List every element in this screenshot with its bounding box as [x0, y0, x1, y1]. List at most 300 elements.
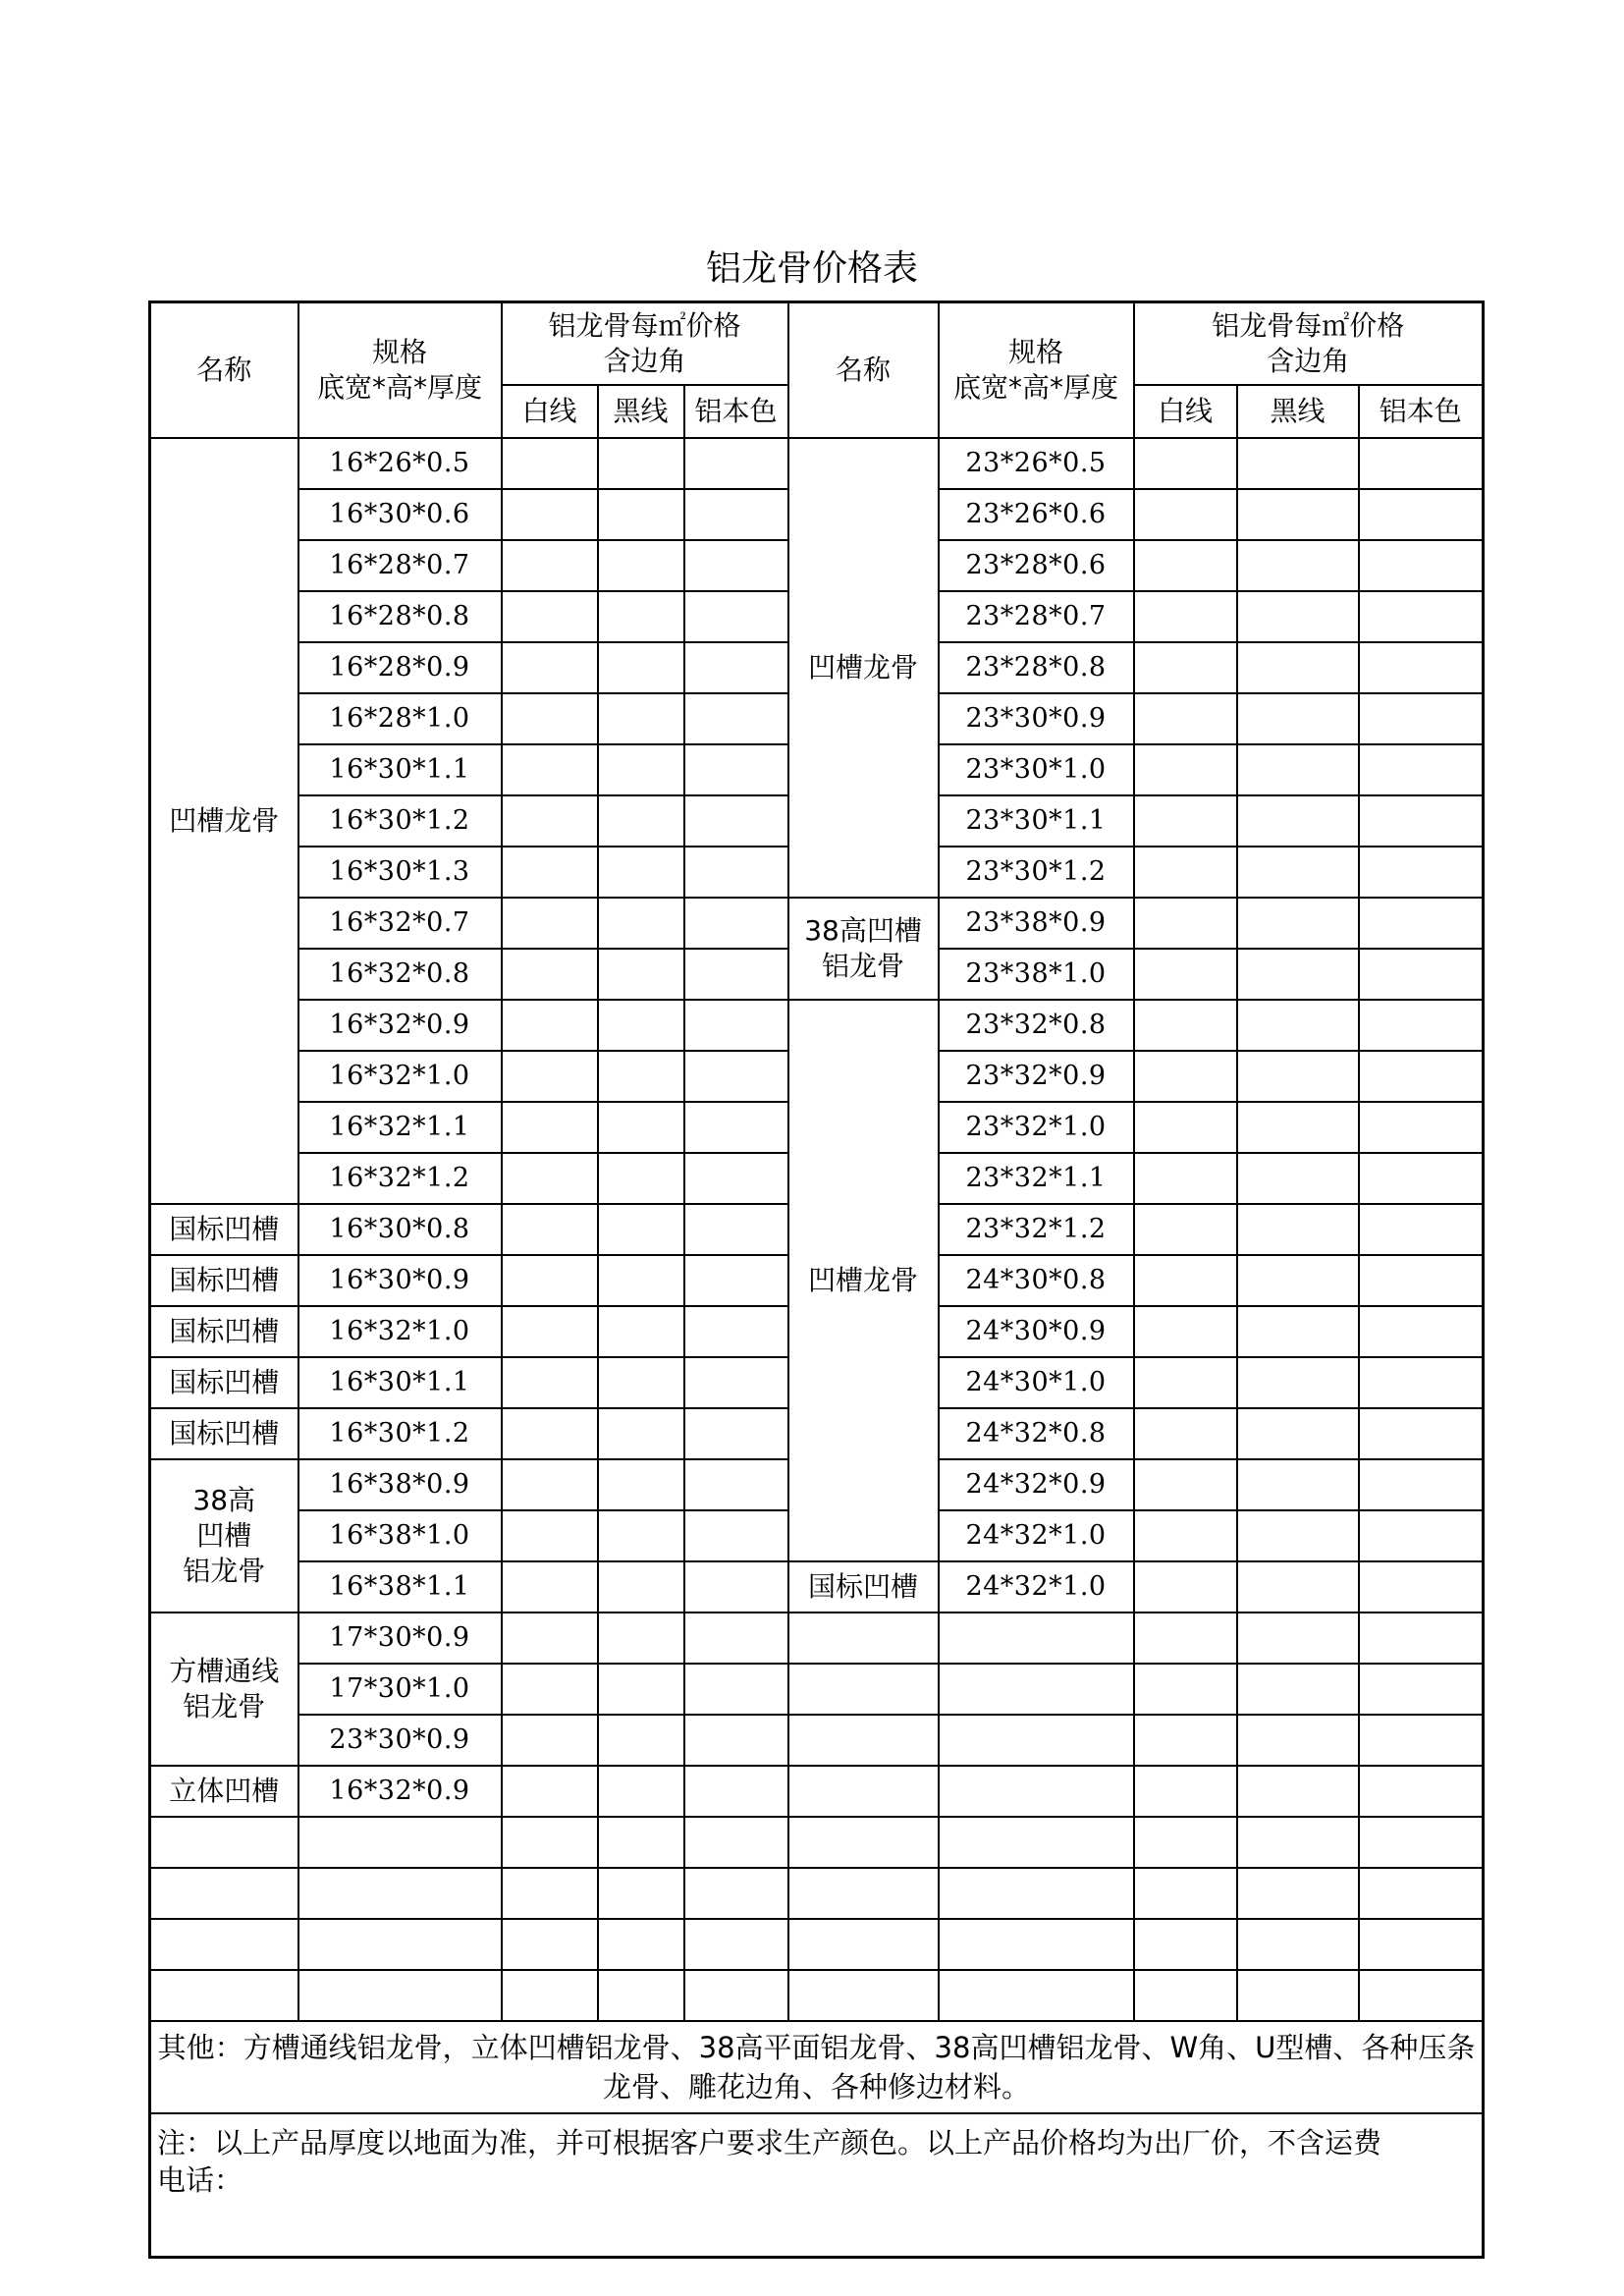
price-cell-black-right	[1237, 1153, 1359, 1204]
header-price-line1: 铝龙骨每㎡价格	[548, 309, 741, 342]
price-cell-black-right	[1237, 1102, 1359, 1153]
header-spec-line2: 底宽*高*厚度	[316, 371, 482, 404]
price-cell-black-left	[598, 1102, 684, 1153]
header-spec-right-line1: 规格	[1008, 336, 1064, 368]
empty-cell-right	[788, 1715, 939, 1766]
price-cell-white-left	[502, 1766, 598, 1817]
empty-cell-right	[1237, 1766, 1359, 1817]
price-cell-aluminum-right	[1359, 1357, 1484, 1408]
price-cell-white-left	[502, 1510, 598, 1561]
empty-cell-left	[684, 1970, 788, 2021]
header-spec-line1: 规格	[371, 336, 427, 368]
table-body	[150, 438, 1484, 2021]
empty-cell-right	[1237, 1919, 1359, 1970]
price-cell-black-left	[598, 847, 684, 898]
empty-cell-left	[684, 1868, 788, 1919]
empty-cell-right	[1134, 1970, 1237, 2021]
price-cell-white-right	[1134, 1051, 1237, 1102]
empty-cell-right	[1359, 1715, 1484, 1766]
spec-cell-left: 16*26*0.5	[298, 438, 502, 489]
empty-cell-right	[788, 1919, 939, 1970]
price-cell-aluminum-right	[1359, 744, 1484, 795]
price-cell-aluminum-left	[684, 1459, 788, 1510]
price-cell-aluminum-left	[684, 1408, 788, 1459]
other-text: 其他：方槽通线铝龙骨，立体凹槽铝龙骨、38高平面铝龙骨、38高凹槽铝龙骨、W角、U型槽、各种压条龙骨、雕花边角、各种修边材料。	[150, 2021, 1484, 2113]
price-cell-aluminum-right	[1359, 1000, 1484, 1051]
price-cell-aluminum-left	[684, 489, 788, 540]
spec-cell-left: 16*32*1.0	[298, 1306, 502, 1357]
other-row	[150, 2021, 1484, 2113]
price-cell-aluminum-left	[684, 898, 788, 949]
price-cell-aluminum-left	[684, 1766, 788, 1817]
price-cell-white-right	[1134, 744, 1237, 795]
spec-cell-left: 16*32*0.8	[298, 949, 502, 1000]
price-cell-black-left	[598, 1510, 684, 1561]
spec-cell-right: 24*32*0.8	[939, 1408, 1134, 1459]
spec-cell-right: 23*26*0.5	[939, 438, 1134, 489]
spec-cell-left: 16*30*0.8	[298, 1204, 502, 1255]
price-cell-black-right	[1237, 1459, 1359, 1510]
empty-cell-left	[298, 1817, 502, 1868]
spec-cell-right: 24*32*1.0	[939, 1510, 1134, 1561]
price-cell-black-left	[598, 1153, 684, 1204]
product-name-line: 38高	[192, 1484, 256, 1516]
price-cell-black-left	[598, 949, 684, 1000]
spec-cell-right: 24*30*0.9	[939, 1306, 1134, 1357]
spec-cell-right: 23*28*0.6	[939, 540, 1134, 591]
price-cell-black-right	[1237, 1204, 1359, 1255]
price-cell-white-right	[1134, 1561, 1237, 1613]
note-cell	[150, 2113, 1484, 2258]
empty-cell-right	[1237, 1715, 1359, 1766]
header-price	[502, 302, 788, 386]
price-cell-white-left	[502, 847, 598, 898]
price-cell-white-left	[502, 1459, 598, 1510]
empty-cell-right	[1134, 1868, 1237, 1919]
price-cell-aluminum-right	[1359, 591, 1484, 642]
empty-cell-right	[939, 1817, 1134, 1868]
price-cell-white-right	[1134, 898, 1237, 949]
header-color-black: 黑线	[598, 385, 684, 438]
empty-cell-right	[788, 1817, 939, 1868]
header-name: 名称	[150, 302, 298, 439]
empty-cell-right	[939, 1613, 1134, 1664]
empty-cell-right	[1359, 1868, 1484, 1919]
price-cell-black-right	[1237, 693, 1359, 744]
price-cell-white-right	[1134, 1153, 1237, 1204]
empty-cell-right	[1359, 1613, 1484, 1664]
price-cell-white-right	[1134, 1510, 1237, 1561]
empty-cell-right	[1237, 1664, 1359, 1715]
spec-cell-left: 16*28*0.9	[298, 642, 502, 693]
header-price-right-line2: 含边角	[1267, 345, 1350, 377]
empty-cell-left	[684, 1817, 788, 1868]
spec-cell-right: 24*32*0.9	[939, 1459, 1134, 1510]
product-name-left: 国标凹槽	[150, 1408, 298, 1459]
empty-cell-right	[939, 1766, 1134, 1817]
table-row	[150, 1919, 1484, 1970]
empty-cell-left	[298, 1868, 502, 1919]
price-cell-black-left	[598, 1664, 684, 1715]
spec-cell-right: 23*30*1.1	[939, 795, 1134, 847]
price-cell-white-right	[1134, 642, 1237, 693]
price-cell-white-left	[502, 1051, 598, 1102]
empty-cell-left	[150, 1817, 298, 1868]
empty-cell-right	[939, 1715, 1134, 1766]
price-cell-aluminum-left	[684, 540, 788, 591]
spec-cell-right: 24*30*0.8	[939, 1255, 1134, 1306]
spec-cell-left: 16*38*1.0	[298, 1510, 502, 1561]
price-cell-black-left	[598, 489, 684, 540]
price-cell-aluminum-left	[684, 949, 788, 1000]
price-cell-black-left	[598, 1357, 684, 1408]
price-cell-white-left	[502, 1357, 598, 1408]
spec-cell-right: 23*32*0.9	[939, 1051, 1134, 1102]
spec-cell-right: 23*32*1.0	[939, 1102, 1134, 1153]
product-name-line: 方槽通线	[169, 1655, 280, 1687]
spec-cell-left: 23*30*0.9	[298, 1715, 502, 1766]
price-cell-black-left	[598, 642, 684, 693]
note-text: 注：以上产品厚度以地面为准，并可根据客户要求生产颜色。以上产品价格均为出厂价，不含运费	[157, 2126, 1382, 2159]
price-cell-black-right	[1237, 898, 1359, 949]
empty-cell-left	[598, 1868, 684, 1919]
price-cell-black-left	[598, 1459, 684, 1510]
price-cell-aluminum-right	[1359, 1561, 1484, 1613]
spec-cell-right: 23*32*1.1	[939, 1153, 1134, 1204]
price-cell-white-left	[502, 1204, 598, 1255]
price-cell-white-right	[1134, 1459, 1237, 1510]
table-row	[150, 1561, 1484, 1613]
price-cell-aluminum-left	[684, 1510, 788, 1561]
price-cell-white-right	[1134, 1357, 1237, 1408]
product-name-left: 国标凹槽	[150, 1255, 298, 1306]
empty-cell-left	[150, 1868, 298, 1919]
price-cell-black-right	[1237, 1510, 1359, 1561]
product-name-left: 国标凹槽	[150, 1204, 298, 1255]
price-cell-black-right	[1237, 642, 1359, 693]
empty-cell-right	[1134, 1613, 1237, 1664]
spec-cell-right: 24*30*1.0	[939, 1357, 1134, 1408]
spec-cell-left: 16*32*1.0	[298, 1051, 502, 1102]
header-spec-right-line2: 底宽*高*厚度	[953, 371, 1119, 404]
header-name-right: 名称	[788, 302, 939, 439]
price-table	[148, 301, 1485, 2259]
price-cell-aluminum-right	[1359, 540, 1484, 591]
price-cell-black-right	[1237, 1000, 1359, 1051]
product-name-right: 凹槽龙骨	[788, 1000, 939, 1561]
header-price-right	[1134, 302, 1484, 386]
product-name-left: 国标凹槽	[150, 1306, 298, 1357]
spec-cell-right: 23*38*1.0	[939, 949, 1134, 1000]
price-cell-white-left	[502, 1306, 598, 1357]
price-cell-black-left	[598, 744, 684, 795]
price-cell-white-left	[502, 949, 598, 1000]
empty-cell-right	[1134, 1919, 1237, 1970]
product-name-line: 铝龙骨	[822, 950, 905, 982]
price-cell-black-left	[598, 1000, 684, 1051]
empty-cell-left	[502, 1817, 598, 1868]
price-cell-white-right	[1134, 1408, 1237, 1459]
price-cell-white-right	[1134, 438, 1237, 489]
price-cell-aluminum-left	[684, 1000, 788, 1051]
product-name-left: 凹槽龙骨	[150, 438, 298, 1204]
empty-cell-right	[939, 1664, 1134, 1715]
price-cell-black-left	[598, 693, 684, 744]
empty-cell-left	[298, 1970, 502, 2021]
table-row	[150, 438, 1484, 489]
phone-label: 电话：	[157, 2163, 244, 2197]
price-cell-aluminum-left	[684, 795, 788, 847]
price-cell-aluminum-right	[1359, 1153, 1484, 1204]
page-title: 铝龙骨价格表	[705, 248, 918, 289]
product-name-right: 凹槽龙骨	[788, 438, 939, 898]
spec-cell-right: 23*30*1.0	[939, 744, 1134, 795]
spec-cell-left: 16*28*1.0	[298, 693, 502, 744]
price-cell-aluminum-left	[684, 1102, 788, 1153]
product-name-left: 立体凹槽	[150, 1766, 298, 1817]
empty-cell-right	[1237, 1613, 1359, 1664]
price-cell-black-left	[598, 1613, 684, 1664]
empty-cell-right	[1134, 1766, 1237, 1817]
empty-cell-right	[788, 1613, 939, 1664]
price-cell-white-right	[1134, 540, 1237, 591]
price-cell-aluminum-left	[684, 1051, 788, 1102]
spec-cell-left: 16*32*0.7	[298, 898, 502, 949]
price-cell-aluminum-left	[684, 1153, 788, 1204]
empty-cell-right	[939, 1970, 1134, 2021]
price-cell-white-right	[1134, 795, 1237, 847]
empty-cell-right	[788, 1664, 939, 1715]
price-cell-white-left	[502, 1255, 598, 1306]
spec-cell-right: 23*32*0.8	[939, 1000, 1134, 1051]
price-cell-white-right	[1134, 693, 1237, 744]
spec-cell-left: 16*30*1.1	[298, 744, 502, 795]
empty-cell-right	[1359, 1817, 1484, 1868]
empty-cell-right	[788, 1766, 939, 1817]
table-row	[150, 1613, 1484, 1664]
empty-cell-right	[788, 1868, 939, 1919]
price-cell-white-left	[502, 1664, 598, 1715]
header-color-white: 白线	[502, 385, 598, 438]
price-cell-aluminum-left	[684, 1613, 788, 1664]
product-name-line: 铝龙骨	[183, 1555, 266, 1587]
price-cell-white-left	[502, 795, 598, 847]
header-price-line2: 含边角	[603, 345, 686, 377]
price-cell-black-left	[598, 540, 684, 591]
product-name-right	[788, 898, 939, 1000]
price-cell-black-left	[598, 591, 684, 642]
price-cell-black-left	[598, 1766, 684, 1817]
spec-cell-left: 16*30*1.3	[298, 847, 502, 898]
price-cell-black-left	[598, 1715, 684, 1766]
price-cell-black-right	[1237, 1306, 1359, 1357]
price-cell-black-left	[598, 1255, 684, 1306]
table-row	[150, 1715, 1484, 1766]
price-cell-white-right	[1134, 489, 1237, 540]
empty-cell-right	[1359, 1664, 1484, 1715]
spec-cell-right: 23*26*0.6	[939, 489, 1134, 540]
header-color-aluminum: 铝本色	[684, 385, 788, 438]
empty-cell-right	[1237, 1817, 1359, 1868]
spec-cell-left: 16*38*1.1	[298, 1561, 502, 1613]
price-cell-aluminum-right	[1359, 438, 1484, 489]
header-color-black-right: 黑线	[1237, 385, 1359, 438]
price-cell-aluminum-right	[1359, 1408, 1484, 1459]
price-cell-aluminum-right	[1359, 1051, 1484, 1102]
empty-cell-left	[150, 1919, 298, 1970]
header-spec	[298, 302, 502, 439]
price-cell-white-left	[502, 1153, 598, 1204]
price-cell-white-left	[502, 693, 598, 744]
price-cell-white-left	[502, 744, 598, 795]
product-name-left: 国标凹槽	[150, 1357, 298, 1408]
empty-cell-right	[1237, 1970, 1359, 2021]
price-cell-white-right	[1134, 847, 1237, 898]
empty-cell-right	[788, 1970, 939, 2021]
empty-cell-right	[1134, 1817, 1237, 1868]
price-cell-white-left	[502, 898, 598, 949]
price-cell-black-right	[1237, 438, 1359, 489]
price-cell-aluminum-left	[684, 1357, 788, 1408]
header-color-white-right: 白线	[1134, 385, 1237, 438]
price-cell-aluminum-right	[1359, 898, 1484, 949]
price-cell-aluminum-right	[1359, 1306, 1484, 1357]
price-cell-black-right	[1237, 1357, 1359, 1408]
price-cell-white-right	[1134, 1102, 1237, 1153]
price-cell-aluminum-left	[684, 744, 788, 795]
header-row-1	[150, 302, 1484, 386]
price-cell-black-left	[598, 898, 684, 949]
price-cell-aluminum-right	[1359, 1459, 1484, 1510]
price-cell-aluminum-left	[684, 1561, 788, 1613]
price-cell-black-right	[1237, 795, 1359, 847]
spec-cell-right: 23*38*0.9	[939, 898, 1134, 949]
price-cell-black-right	[1237, 1051, 1359, 1102]
price-cell-aluminum-left	[684, 591, 788, 642]
product-name-right: 国标凹槽	[788, 1561, 939, 1613]
spec-cell-left: 17*30*1.0	[298, 1664, 502, 1715]
product-name-left	[150, 1459, 298, 1613]
price-cell-aluminum-left	[684, 1204, 788, 1255]
empty-cell-left	[598, 1817, 684, 1868]
product-name-line: 铝龙骨	[183, 1690, 266, 1722]
spec-cell-left: 16*30*0.9	[298, 1255, 502, 1306]
empty-cell-right	[939, 1919, 1134, 1970]
price-cell-black-right	[1237, 1408, 1359, 1459]
price-cell-black-right	[1237, 1255, 1359, 1306]
spec-cell-right: 23*28*0.8	[939, 642, 1134, 693]
price-cell-black-right	[1237, 744, 1359, 795]
spec-cell-left: 16*38*0.9	[298, 1459, 502, 1510]
table-row	[150, 1766, 1484, 1817]
price-cell-white-left	[502, 1408, 598, 1459]
empty-cell-left	[598, 1970, 684, 2021]
price-cell-aluminum-left	[684, 1255, 788, 1306]
price-cell-black-right	[1237, 591, 1359, 642]
price-cell-aluminum-left	[684, 1715, 788, 1766]
price-cell-black-left	[598, 1306, 684, 1357]
price-cell-aluminum-right	[1359, 1102, 1484, 1153]
note-row	[150, 2113, 1484, 2258]
price-cell-white-left	[502, 1715, 598, 1766]
price-cell-black-left	[598, 1561, 684, 1613]
price-cell-aluminum-left	[684, 438, 788, 489]
spec-cell-left: 16*30*1.2	[298, 1408, 502, 1459]
price-cell-black-right	[1237, 540, 1359, 591]
spec-cell-left: 17*30*0.9	[298, 1613, 502, 1664]
price-cell-white-left	[502, 489, 598, 540]
price-cell-aluminum-right	[1359, 489, 1484, 540]
spec-cell-left: 16*32*0.9	[298, 1000, 502, 1051]
spec-cell-right: 23*28*0.7	[939, 591, 1134, 642]
price-cell-aluminum-right	[1359, 693, 1484, 744]
price-cell-black-left	[598, 438, 684, 489]
table-row	[150, 1817, 1484, 1868]
product-name-line: 凹槽	[196, 1519, 252, 1552]
spec-cell-left: 16*28*0.8	[298, 591, 502, 642]
empty-cell-left	[684, 1919, 788, 1970]
price-cell-aluminum-left	[684, 642, 788, 693]
price-cell-black-right	[1237, 949, 1359, 1000]
price-cell-white-right	[1134, 949, 1237, 1000]
price-cell-white-right	[1134, 1000, 1237, 1051]
spec-cell-left: 16*28*0.7	[298, 540, 502, 591]
price-cell-white-left	[502, 1102, 598, 1153]
empty-cell-left	[502, 1868, 598, 1919]
price-cell-black-left	[598, 1051, 684, 1102]
spec-cell-left: 16*30*1.2	[298, 795, 502, 847]
table-row	[150, 1664, 1484, 1715]
empty-cell-left	[502, 1970, 598, 2021]
spec-cell-right: 24*32*1.0	[939, 1561, 1134, 1613]
price-cell-aluminum-left	[684, 1306, 788, 1357]
price-cell-aluminum-right	[1359, 847, 1484, 898]
price-cell-aluminum-left	[684, 847, 788, 898]
empty-cell-left	[298, 1919, 502, 1970]
spec-cell-right: 23*30*0.9	[939, 693, 1134, 744]
spec-cell-right: 23*30*1.2	[939, 847, 1134, 898]
header-spec-right	[939, 302, 1134, 439]
price-cell-black-right	[1237, 489, 1359, 540]
table-row	[150, 1868, 1484, 1919]
empty-cell-right	[1134, 1715, 1237, 1766]
price-cell-white-right	[1134, 1306, 1237, 1357]
price-cell-aluminum-left	[684, 693, 788, 744]
spec-cell-left: 16*30*0.6	[298, 489, 502, 540]
price-cell-black-left	[598, 1408, 684, 1459]
spec-cell-left: 16*32*0.9	[298, 1766, 502, 1817]
price-cell-white-left	[502, 642, 598, 693]
price-cell-white-left	[502, 591, 598, 642]
price-cell-white-left	[502, 540, 598, 591]
price-cell-aluminum-right	[1359, 949, 1484, 1000]
table-row	[150, 1970, 1484, 2021]
price-cell-white-left	[502, 438, 598, 489]
spec-cell-left: 16*30*1.1	[298, 1357, 502, 1408]
empty-cell-right	[1359, 1919, 1484, 1970]
spec-cell-left: 16*32*1.2	[298, 1153, 502, 1204]
spec-cell-right: 23*32*1.2	[939, 1204, 1134, 1255]
empty-cell-left	[598, 1919, 684, 1970]
price-cell-black-right	[1237, 847, 1359, 898]
price-cell-white-left	[502, 1613, 598, 1664]
empty-cell-left	[150, 1970, 298, 2021]
empty-cell-right	[1359, 1970, 1484, 2021]
empty-cell-right	[1237, 1868, 1359, 1919]
price-cell-white-right	[1134, 1255, 1237, 1306]
price-cell-black-left	[598, 1204, 684, 1255]
empty-cell-right	[939, 1868, 1134, 1919]
